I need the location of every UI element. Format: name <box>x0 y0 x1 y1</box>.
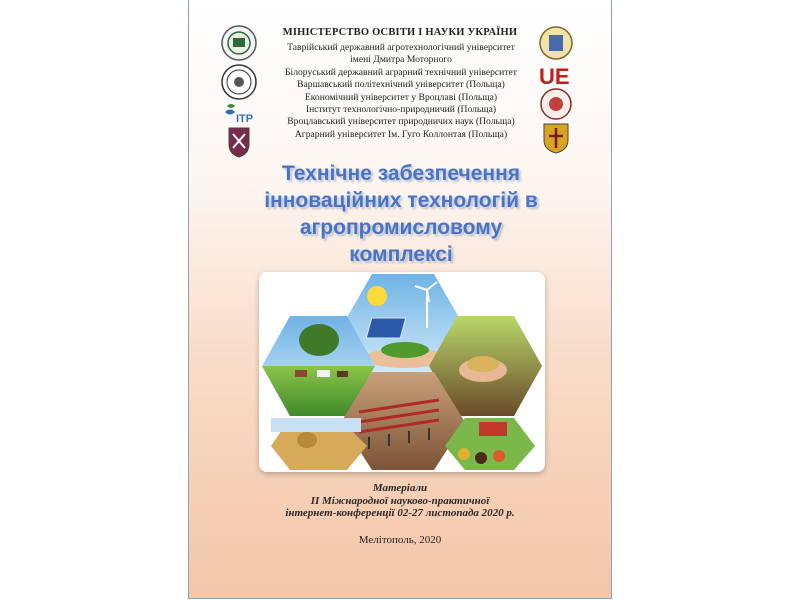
batu-seal-logo <box>221 64 257 100</box>
title-line: комплексі <box>349 243 453 266</box>
document-cover <box>188 0 612 599</box>
materials-line: II Міжнародної науково-практичної <box>310 494 490 507</box>
conference-materials-note <box>189 482 611 520</box>
hay-field-hexagon <box>271 418 367 470</box>
university-line: Вроцлавський університет природничих наук (Польща) <box>287 116 515 128</box>
university-line: Варшавський політехнічний університет (Польща) <box>297 79 505 91</box>
city-year: Мелітополь, 2020 <box>358 534 442 546</box>
title-line: Технічне забезпечення <box>281 162 521 185</box>
ministry-heading: МІНІСТЕРСТВО ОСВІТИ І НАУКИ УКРАЇНИ <box>282 27 518 38</box>
itp-logo <box>221 102 257 124</box>
wroclaw-crest-logo <box>227 126 251 158</box>
ue-logo-text: UE <box>539 64 570 88</box>
collage-graphic <box>259 272 545 472</box>
tsatu-seal-logo <box>221 25 257 61</box>
itp-logo-text: ITP <box>236 113 254 124</box>
hexagon-photo-collage <box>259 272 545 472</box>
agrarian-university-crest-logo <box>541 122 571 154</box>
universities-list <box>261 42 541 141</box>
university-line: імені Дмитра Моторного <box>350 54 452 66</box>
university-line: Білоруський державний аграрний технічний університет <box>285 66 517 78</box>
title-line: інноваційних технологій в <box>264 189 538 212</box>
university-line: Таврійський державний агротехнологічний університет <box>287 42 515 53</box>
university-line: Аграрний університет Ім. Гуго Коллонтая (Польща) <box>294 128 508 140</box>
document-title <box>209 160 593 268</box>
university-line: Економічний університет у Вроцлаві (Польща) <box>304 91 498 103</box>
ue-logo <box>535 62 575 88</box>
university-line: Інститут технологічно-природничий (Польща) <box>305 104 497 116</box>
materials-line: інтернет-конференції 02-27 листопада 2020 р. <box>285 507 515 519</box>
materials-line: Матеріали <box>372 482 428 494</box>
life-sciences-seal-logo <box>539 88 573 120</box>
polytechnic-crest-logo <box>539 25 573 61</box>
title-line: агропромисловому <box>299 216 503 239</box>
